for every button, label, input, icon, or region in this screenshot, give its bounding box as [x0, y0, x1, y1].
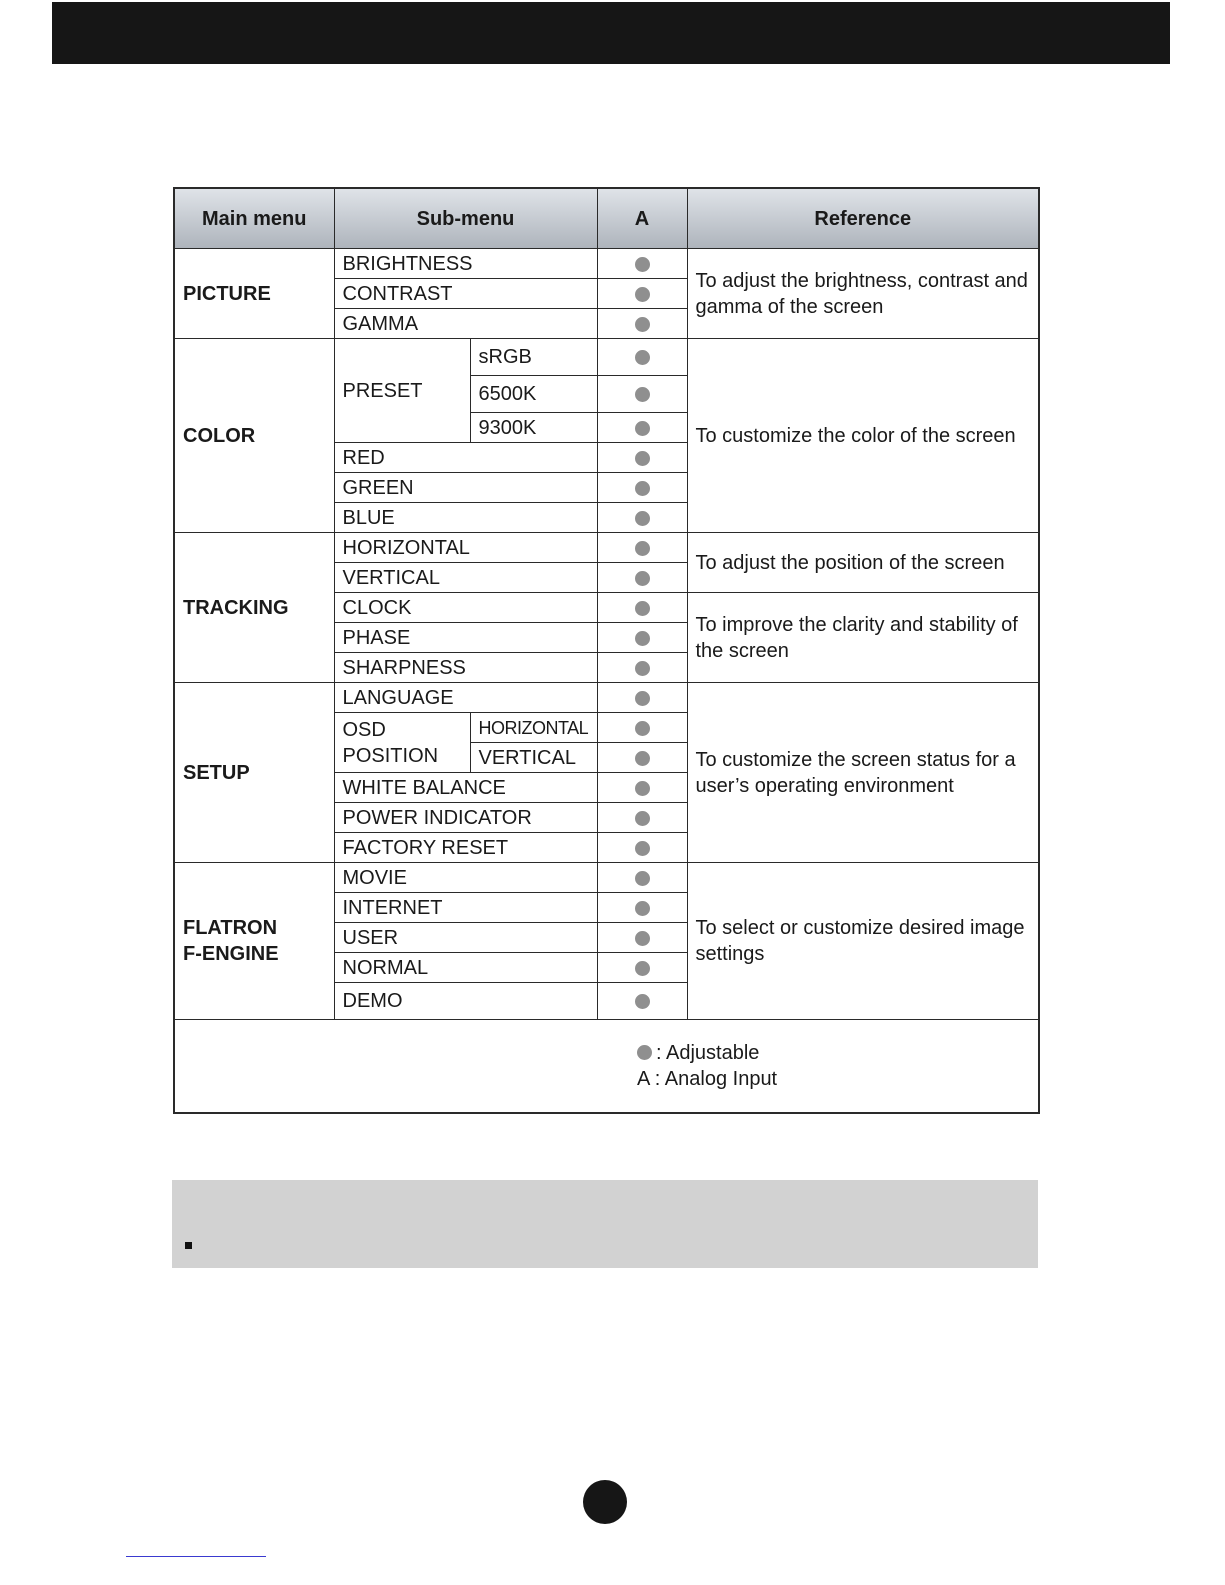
adjustable-dot-icon — [635, 571, 650, 586]
submenu-sharpness: SHARPNESS — [334, 653, 597, 683]
bullet-icon — [185, 1242, 192, 1249]
submenu-brightness: BRIGHTNESS — [334, 249, 597, 279]
submenu-horizontal: HORIZONTAL — [334, 533, 597, 563]
adjustable-dot-icon — [635, 691, 650, 706]
submenu-srgb: sRGB — [470, 339, 597, 376]
submenu-user: USER — [334, 923, 597, 953]
table-row — [174, 249, 1039, 279]
adjustable-dot-icon — [635, 350, 650, 365]
adjustable-dot-icon — [635, 387, 650, 402]
main-menu-color: COLOR — [174, 339, 334, 533]
submenu-white-balance: WHITE BALANCE — [334, 773, 597, 803]
flatron-line1: FLATRON — [183, 917, 278, 939]
adjustable-dot-icon — [635, 811, 650, 826]
submenu-contrast: CONTRAST — [334, 279, 597, 309]
submenu-factory-reset: FACTORY RESET — [334, 833, 597, 863]
submenu-osd-vertical: VERTICAL — [470, 743, 597, 773]
reference-picture: To adjust the brightness, contrast and gamma of the screen — [687, 249, 1039, 339]
submenu-movie: MOVIE — [334, 863, 597, 893]
submenu-red: RED — [334, 443, 597, 473]
adjustable-dot-icon — [635, 721, 650, 736]
adjustable-dot-icon — [635, 661, 650, 676]
adjustable-dot-icon — [635, 481, 650, 496]
legend-row — [174, 1020, 1039, 1114]
adjustable-dot-icon — [635, 421, 650, 436]
main-menu-tracking: TRACKING — [174, 533, 334, 683]
submenu-vertical: VERTICAL — [334, 563, 597, 593]
table-row — [174, 533, 1039, 563]
submenu-green: GREEN — [334, 473, 597, 503]
submenu-power-indicator: POWER INDICATOR — [334, 803, 597, 833]
legend-adjustable: : Adjustable — [656, 1042, 760, 1064]
header-analog: A — [597, 188, 687, 249]
submenu-clock: CLOCK — [334, 593, 597, 623]
note-box — [172, 1180, 1038, 1268]
osd-menu-table — [173, 187, 1040, 1114]
adjustable-dot-icon — [635, 451, 650, 466]
flatron-line2: F-ENGINE — [183, 943, 279, 965]
osd-label-line1: OSD — [342, 718, 386, 741]
submenu-phase: PHASE — [334, 623, 597, 653]
adjustable-dot-icon — [635, 901, 650, 916]
adjustable-dot-icon — [635, 601, 650, 616]
adjustable-dot-icon — [635, 781, 650, 796]
submenu-language: LANGUAGE — [334, 683, 597, 713]
reference-tracking-clarity: To improve the clarity and stability of the screen — [687, 593, 1039, 683]
submenu-demo: DEMO — [334, 983, 597, 1020]
submenu-gamma: GAMMA — [334, 309, 597, 339]
header-reference: Reference — [687, 188, 1039, 249]
adjustable-dot-icon — [635, 871, 650, 886]
table-row — [174, 863, 1039, 893]
table-row — [174, 339, 1039, 376]
legend — [175, 1040, 1038, 1092]
reference-tracking-position: To adjust the position of the screen — [687, 533, 1039, 593]
adjustable-dot-icon — [635, 994, 650, 1009]
table-row — [174, 683, 1039, 713]
adjustable-dot-icon — [635, 931, 650, 946]
adjustable-dot-icon — [635, 287, 650, 302]
main-menu-setup: SETUP — [174, 683, 334, 863]
reference-flatron: To select or customize desired image settings — [687, 863, 1039, 1020]
header-sub-menu: Sub-menu — [334, 188, 597, 249]
submenu-internet: INTERNET — [334, 893, 597, 923]
adjustable-dot-icon — [635, 541, 650, 556]
adjustable-dot-icon — [635, 511, 650, 526]
table-header-row — [174, 188, 1039, 249]
adjustable-dot-icon — [635, 317, 650, 332]
main-menu-picture: PICTURE — [174, 249, 334, 339]
submenu-osd-horizontal: HORIZONTAL — [470, 713, 597, 743]
submenu-normal: NORMAL — [334, 953, 597, 983]
page-number-circle — [583, 1480, 627, 1524]
adjustable-dot-icon — [637, 1045, 652, 1060]
adjustable-dot-icon — [635, 961, 650, 976]
legend-analog: A : Analog Input — [637, 1068, 778, 1090]
submenu-preset: PRESET — [334, 339, 470, 443]
main-menu-flatron — [174, 863, 334, 1020]
adjustable-dot-icon — [635, 841, 650, 856]
adjustable-dot-icon — [635, 257, 650, 272]
reference-color: To customize the color of the screen — [687, 339, 1039, 533]
submenu-6500k: 6500K — [470, 376, 597, 413]
submenu-osd-position — [334, 713, 470, 773]
submenu-9300k: 9300K — [470, 413, 597, 443]
adjustable-dot-icon — [635, 631, 650, 646]
header-main-menu: Main menu — [174, 188, 334, 249]
reference-setup: To customize the screen status for a user’s operating environment — [687, 683, 1039, 863]
header-bar — [52, 2, 1170, 64]
osd-label-line2: POSITION — [342, 744, 439, 767]
footer-link-line — [126, 1556, 266, 1557]
adjustable-dot-icon — [635, 751, 650, 766]
submenu-blue: BLUE — [334, 503, 597, 533]
